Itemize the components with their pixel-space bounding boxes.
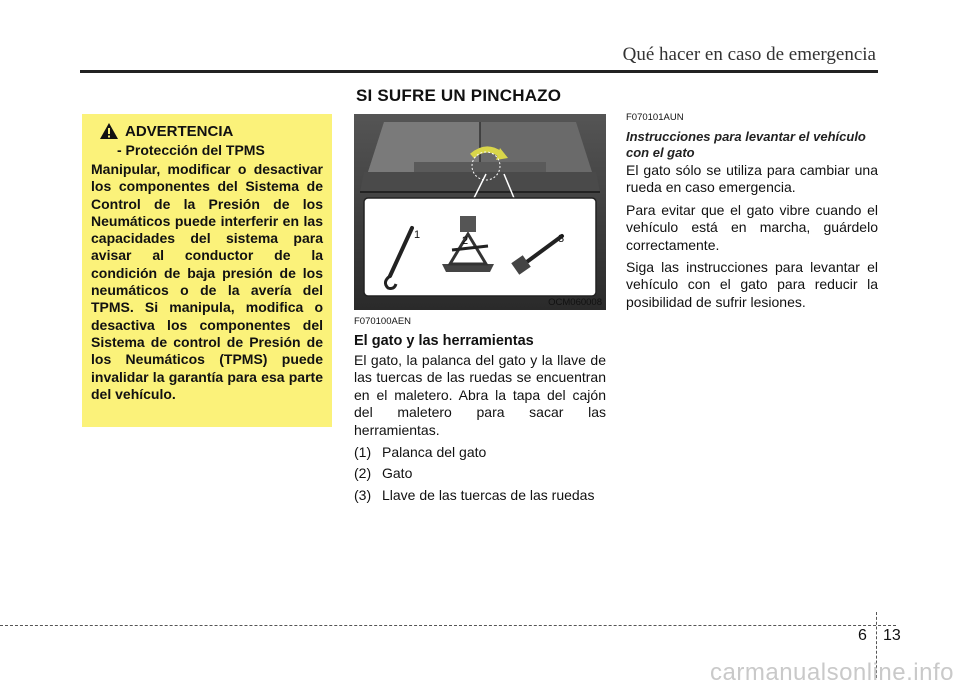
lift-code: F070101AUN — [626, 112, 684, 123]
warning-body: Manipular, modificar o desactivar los componentes del Sistema de Control de la Presión de los Neumáticos puede interferir en las capacidades del sistema para avisar al conductor de la condición de baja presión de los neumáticos o de la avería del TPMS. Si manipula, modifica o desactiva los componentes del Sistema de control de Presión de los Neumáticos (TPMS) puede invalidar la garantía para esa parte del vehículo. — [91, 161, 323, 402]
tools-section — [354, 316, 606, 508]
warning-title: ADVERTENCIA — [125, 122, 234, 140]
list-item-text: Palanca del gato — [382, 444, 487, 461]
trunk-illustration — [354, 114, 606, 310]
list-item-text: Llave de las tuercas de las ruedas — [382, 486, 595, 503]
list-item-number: (1) — [354, 444, 372, 461]
list-item-text: Gato — [382, 465, 413, 482]
warning-box — [82, 114, 332, 427]
figure-label-3: 3 — [558, 233, 565, 245]
tools-body: El gato, la palanca del gato y la llave de las tuercas de las ruedas se encuentran en el maletero. Abra la tapa del cajón del maletero para sacar las herramientas. — [354, 352, 606, 438]
chapter-number: 6 — [858, 627, 867, 644]
warning-header — [99, 122, 323, 140]
page-number: 13 — [883, 627, 901, 644]
warning-triangle-icon — [99, 122, 119, 140]
warning-subtitle: - Protección del TPMS — [117, 142, 265, 158]
lift-paragraph: Para evitar que el gato vibre cuando el vehículo está en marcha, guárdelo correctamente. — [626, 201, 878, 253]
list-item-number: (2) — [354, 465, 372, 482]
lift-paragraph: Siga las instrucciones para levantar el vehículo con el gato para reducir la posibilidad de sufrir lesiones. — [626, 259, 878, 310]
section-title: SI SUFRE UN PINCHAZO — [356, 86, 562, 105]
figure-label-1: 1 — [414, 229, 421, 241]
figure-label-2: 2 — [462, 235, 469, 247]
tools-heading: El gato y las herramientas — [354, 333, 534, 349]
header-rule — [80, 70, 878, 73]
list-item-number: (3) — [354, 486, 372, 503]
list-item — [354, 465, 606, 482]
header-title: Qué hacer en caso de emergencia — [622, 44, 876, 65]
list-item — [354, 487, 606, 504]
lift-section — [626, 112, 878, 316]
lift-heading: Instrucciones para levantar el vehículo con el gato — [626, 129, 866, 160]
footer-rule — [0, 625, 896, 626]
list-item — [354, 444, 606, 461]
lift-paragraph: El gato sólo se utiliza para cambiar una rueda en caso emergencia. — [626, 162, 878, 196]
tools-figure — [354, 114, 606, 310]
tools-code: F070100AEN — [354, 316, 412, 327]
figure-code: OCM060008 — [548, 297, 602, 308]
watermark: carmanualsonline.info — [710, 659, 954, 686]
